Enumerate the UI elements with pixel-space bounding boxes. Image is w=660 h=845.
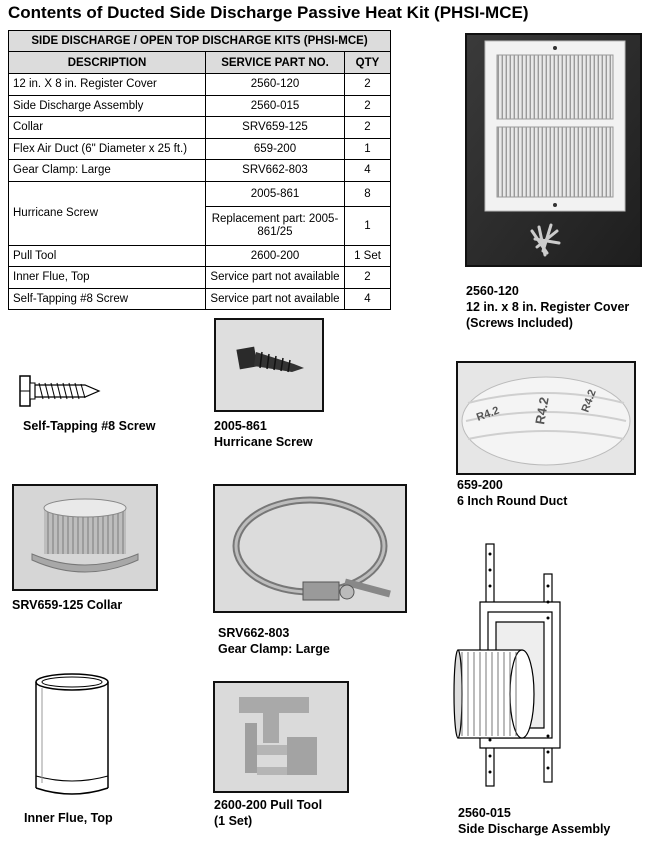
pull-tool-caption: 2600-200 Pull Tool (1 Set) (214, 798, 323, 828)
row-description: Pull Tool (9, 245, 206, 267)
row-replacement-qty: 1 (345, 206, 391, 245)
row-part: 2005-861 (206, 181, 345, 206)
side-discharge-caption: 2560-015 Side Discharge Assembly (458, 806, 611, 836)
duct-print-label: R4.2 (474, 404, 501, 424)
round-duct-photo (456, 361, 636, 475)
self-tapping-caption: Self-Tapping #8 Screw (23, 419, 156, 433)
register-cover-caption: 2560-120 12 in. x 8 in. Register Cover (Screws Included) (466, 284, 630, 330)
page-title: Contents of Ducted Side Discharge Passive Heat Kit (PHSI-MCE) (8, 3, 529, 22)
table-row (9, 181, 391, 206)
row-description: Self-Tapping #8 Screw (9, 288, 206, 310)
hurricane-screw-photo (214, 318, 324, 412)
duct-print-label: R4.2 (532, 395, 552, 426)
row-description: 12 in. X 8 in. Register Cover (9, 74, 206, 96)
row-qty: 4 (345, 288, 391, 310)
table-heading: SIDE DISCHARGE / OPEN TOP DISCHARGE KITS (PHSI-MCE) (9, 31, 391, 52)
gear-clamp-caption: SRV662-803 Gear Clamp: Large (218, 626, 330, 656)
row-part: Service part not available (206, 288, 345, 310)
collar-photo (12, 484, 158, 591)
side-discharge-assembly-icon (452, 540, 572, 795)
hurricane-screw-caption: 2005-861 Hurricane Screw (214, 419, 313, 449)
round-duct-caption: 659-200 6 Inch Round Duct (457, 478, 568, 508)
pull-tool-photo (213, 681, 349, 793)
row-description: Side Discharge Assembly (9, 95, 206, 117)
row-part: Service part not available (206, 267, 345, 289)
column-header-description: DESCRIPTION (9, 52, 206, 74)
row-qty: 4 (345, 160, 391, 182)
table-row (9, 245, 391, 267)
row-qty: 2 (345, 267, 391, 289)
row-replacement-part: Replacement part: 2005-861/25 (206, 206, 345, 245)
row-part: SRV659-125 (206, 117, 345, 139)
row-part: 2560-120 (206, 74, 345, 96)
row-qty: 8 (345, 181, 391, 206)
row-qty: 2 (345, 95, 391, 117)
duct-print-label: R4.2 (579, 388, 599, 415)
register-cover-photo (465, 33, 642, 267)
row-qty: 2 (345, 74, 391, 96)
gear-clamp-photo (213, 484, 407, 613)
parts-table (8, 30, 391, 310)
table-row (9, 74, 391, 96)
row-part: 2600-200 (206, 245, 345, 267)
row-part: 659-200 (206, 138, 345, 160)
row-qty: 1 Set (345, 245, 391, 267)
table-row (9, 138, 391, 160)
collar-caption: SRV659-125 Collar (12, 598, 123, 612)
row-qty: 2 (345, 117, 391, 139)
row-part: 2560-015 (206, 95, 345, 117)
table-row (9, 267, 391, 289)
table-row (9, 160, 391, 182)
column-header-part: SERVICE PART NO. (206, 52, 345, 74)
self-tapping-screw-icon (15, 371, 105, 411)
row-description: Inner Flue, Top (9, 267, 206, 289)
row-description: Collar (9, 117, 206, 139)
row-description: Gear Clamp: Large (9, 160, 206, 182)
column-header-qty: QTY (345, 52, 391, 74)
table-row (9, 117, 391, 139)
inner-flue-caption: Inner Flue, Top (24, 811, 113, 825)
table-row (9, 288, 391, 310)
inner-flue-icon (22, 668, 122, 803)
row-part: SRV662-803 (206, 160, 345, 182)
row-description: Flex Air Duct (6" Diameter x 25 ft.) (9, 138, 206, 160)
row-qty: 1 (345, 138, 391, 160)
table-row (9, 95, 391, 117)
row-description: Hurricane Screw (9, 181, 206, 245)
